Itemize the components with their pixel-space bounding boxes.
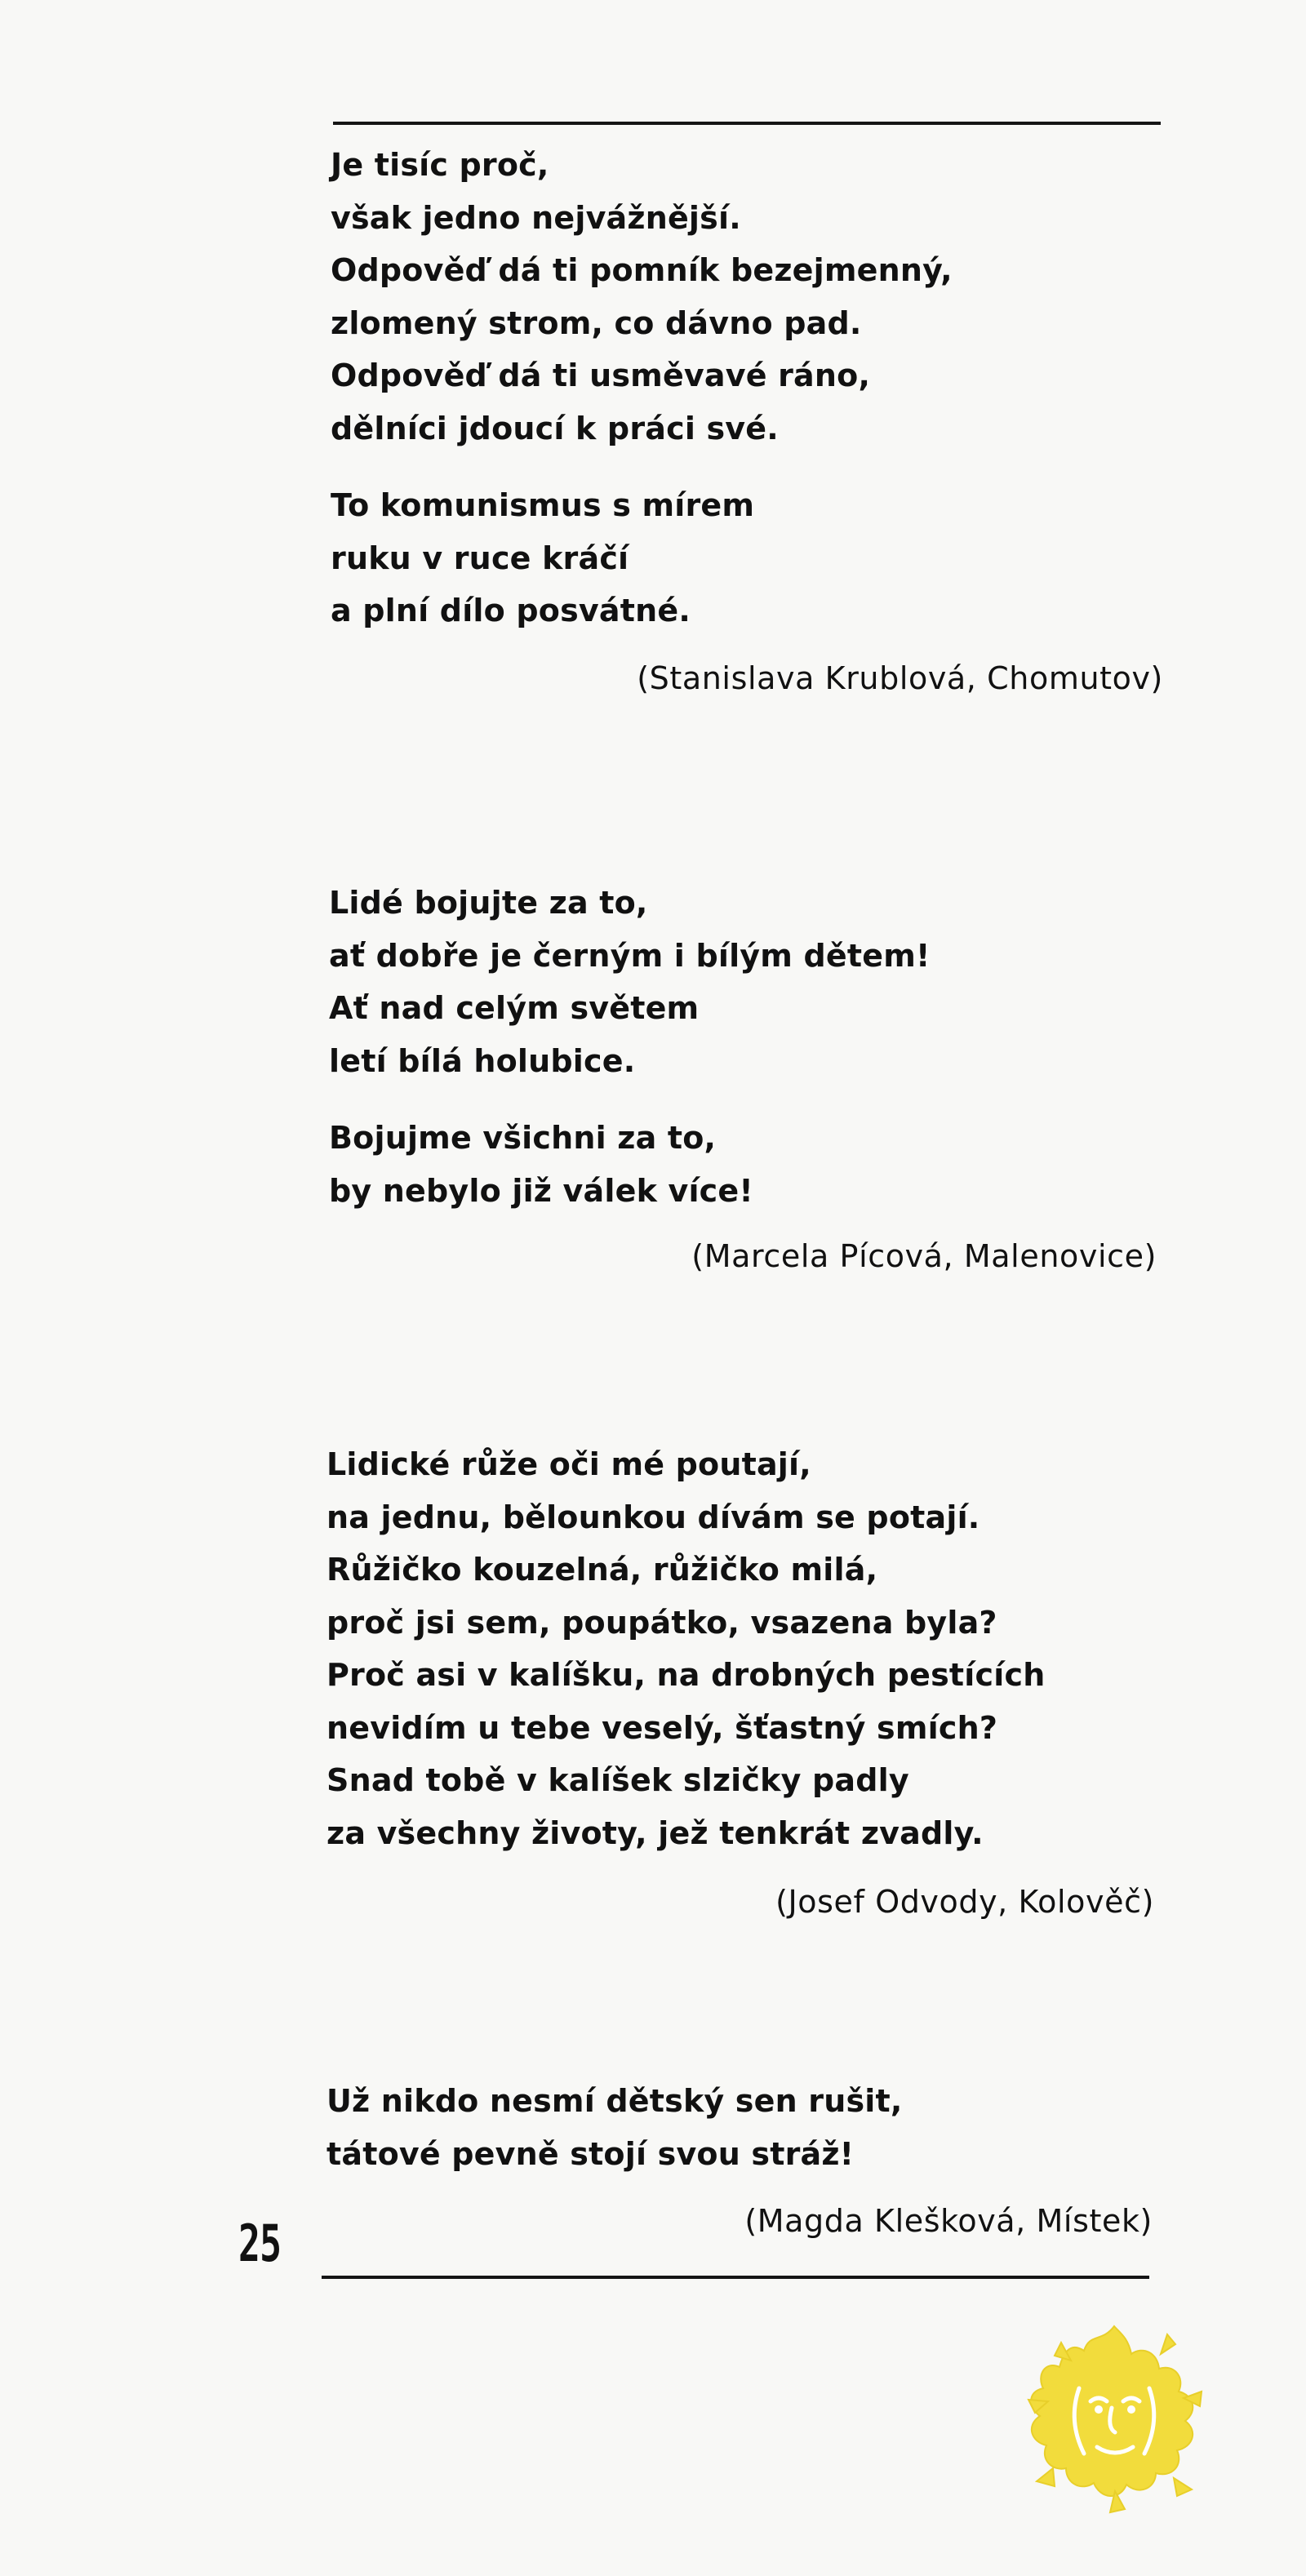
- stanza: [331, 479, 1163, 637]
- verse-line: Lidické růže oči mé poutají,: [326, 1446, 811, 1482]
- verse-line: a plní dílo posvátné.: [331, 593, 691, 628]
- stanza: [326, 1438, 1154, 1859]
- verse-line: ruku v ruce kráčí: [331, 540, 629, 576]
- poem-author: (Josef Odvody, Kolověč): [775, 1884, 1154, 1920]
- verse-line: Už nikdo nesmí dětský sen rušit,: [326, 2083, 903, 2119]
- verse-line: Bojujme všichni za to,: [329, 1120, 717, 1156]
- stanza: [331, 139, 1163, 455]
- verse-line: Ať nad celým světem: [329, 990, 700, 1026]
- top-rule: [333, 122, 1161, 125]
- poem-author: (Magda Klešková, Místek): [744, 2203, 1153, 2239]
- verse-line: To komunismus s mírem: [331, 487, 755, 523]
- poem-kleskova: [326, 2075, 1153, 2239]
- poem-krublova: [331, 139, 1163, 696]
- poem-odvody: [326, 1438, 1154, 1920]
- verse-line: letí bílá holubice.: [329, 1042, 636, 1079]
- verse-line: Odpověď dá ti usměvavé ráno,: [331, 358, 871, 393]
- poem-author: (Stanislava Krublová, Chomutov): [637, 660, 1163, 696]
- verse-line: Odpověď dá ti pomník bezejmenný,: [331, 252, 953, 288]
- verse-line: Proč asi v kalíšku, na drobných pestících: [326, 1657, 1046, 1693]
- verse-line: zlomený strom, co dávno pad.: [331, 304, 862, 341]
- stanza: [326, 2075, 1153, 2180]
- verse-line: Snad tobě v kalíšek slzičky padly: [326, 1762, 909, 1798]
- verse-line: by nebylo již válek více!: [329, 1172, 753, 1209]
- page-number: 25: [238, 2214, 282, 2273]
- verse-line: nevidím u tebe veselý, šťastný smích?: [326, 1709, 998, 1746]
- verse-line: Lidé bojujte za to,: [329, 885, 648, 921]
- sun-face-icon: [1012, 2310, 1216, 2522]
- poem-picova: [329, 877, 1157, 1274]
- verse-line: ať dobře je černým i bílým dětem!: [329, 937, 931, 974]
- verse-line: tátové pevně stojí svou stráž!: [326, 2135, 855, 2172]
- poem-author: (Marcela Pícová, Malenovice): [691, 1238, 1157, 1274]
- verse-line: proč jsi sem, poupátko, vsazena byla?: [326, 1604, 997, 1641]
- verse-line: Je tisíc proč,: [331, 147, 549, 183]
- bottom-rule: [322, 2276, 1149, 2279]
- stanza: [329, 877, 1157, 1087]
- verse-line: za všechny životy, jež tenkrát zvadly.: [326, 1814, 984, 1851]
- stanza: [329, 1112, 1157, 1217]
- verse-line: dělníci jdoucí k práci své.: [331, 410, 779, 446]
- verse-line: Růžičko kouzelná, růžičko milá,: [326, 1552, 878, 1588]
- verse-line: na jednu, bělounkou dívám se potají.: [326, 1499, 980, 1535]
- verse-line: však jedno nejvážnější.: [331, 199, 741, 236]
